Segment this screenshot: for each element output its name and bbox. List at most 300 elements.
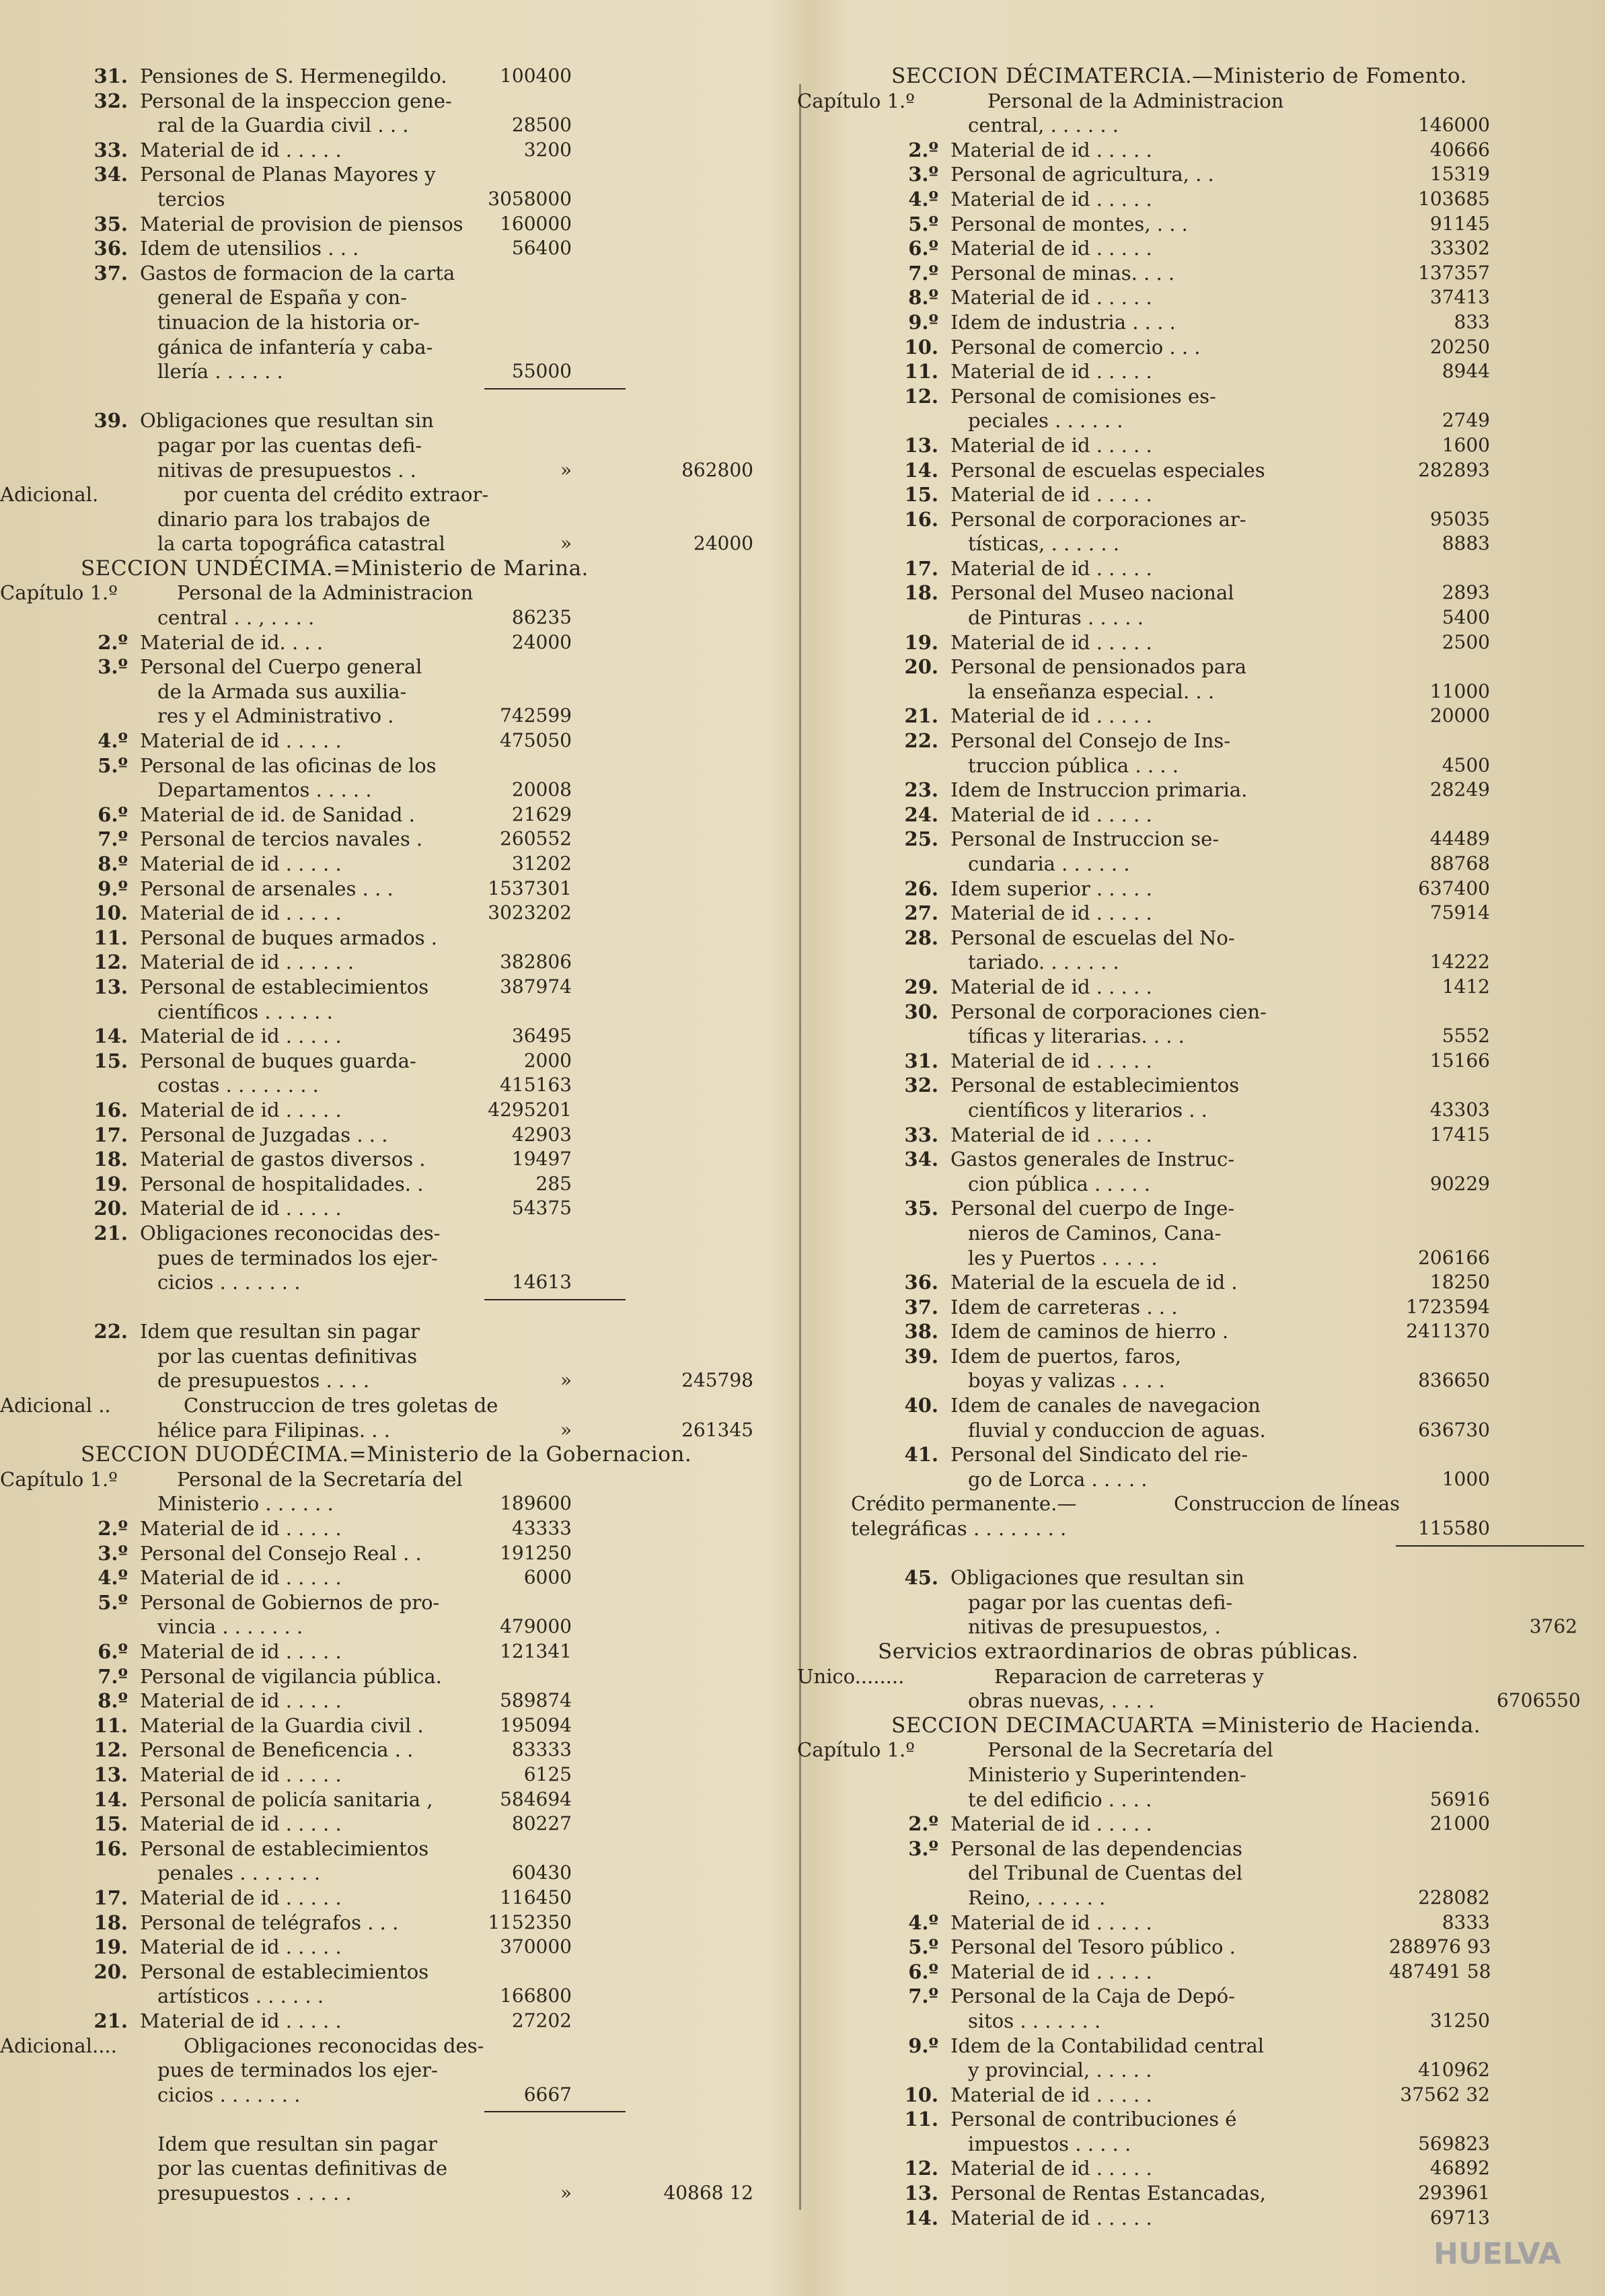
item-label: Material de gastos diversos .	[140, 1148, 426, 1171]
right-row	[837, 482, 1584, 507]
item-label: les y Puertos . . . . .	[968, 1246, 1158, 1269]
item-label: Material de id . . . . .	[140, 1098, 342, 1121]
left-row	[40, 1935, 794, 1960]
item-label: Material de la escuela de id .	[950, 1271, 1238, 1294]
item-label: Material de id . . . . .	[950, 483, 1152, 507]
item-amount: 6125	[523, 1763, 572, 1785]
item-number: 11.	[904, 2108, 938, 2131]
item-amount: 11000	[1429, 679, 1490, 702]
item-label: tinuacion de la historia or-	[157, 310, 420, 334]
item-amount: 189600	[500, 1492, 572, 1515]
item-number: 13.	[94, 1763, 128, 1786]
item-label: res y el Administrativo .	[157, 704, 394, 728]
item-amount: 42903	[511, 1123, 572, 1146]
item-amount: 18250	[1429, 1271, 1490, 1294]
item-amount: 75914	[1429, 901, 1490, 924]
item-amount: 55000	[511, 360, 572, 383]
item-amount: 137357	[1418, 261, 1490, 284]
item-amount: 43333	[511, 1517, 572, 1540]
item-label: dinario para los trabajos de	[157, 507, 431, 531]
item-label: Material de id . . . . .	[140, 1812, 342, 1836]
item-amount: 288976 93	[1389, 1935, 1491, 1958]
item-amount: 260552	[500, 827, 572, 850]
item-label: Personal de telégrafos . . .	[140, 1911, 399, 1934]
item-label: Personal de establecimientos	[140, 1837, 429, 1860]
item-label: Material de id . . . . .	[950, 138, 1152, 161]
item-amount: 2893	[1442, 581, 1490, 604]
item-label: por las cuentas definitivas	[157, 1344, 418, 1368]
item-amount: »	[560, 1418, 572, 1441]
item-amount: 160000	[500, 212, 572, 235]
item-number: 17.	[94, 1123, 128, 1146]
item-label: Personal de contribuciones é	[950, 2108, 1237, 2131]
item-label: Personal de la Caja de Depó-	[950, 1985, 1235, 2008]
right-row	[837, 1098, 1584, 1123]
left-row	[40, 1516, 794, 1541]
item-amount: 2411370	[1406, 1320, 1490, 1343]
item-amount: 5400	[1442, 606, 1490, 629]
item-label: sitos . . . . . . .	[968, 2009, 1101, 2032]
right-row	[837, 778, 1584, 803]
item-amount: 2000	[523, 1049, 572, 1072]
section-total: 24000	[693, 532, 753, 555]
item-number: 3.º	[908, 163, 938, 186]
item-amount: 1000	[1442, 1467, 1490, 1490]
item-number: 14.	[904, 2206, 938, 2229]
item-number: 16.	[94, 1098, 128, 1121]
item-number: 13.	[904, 2182, 938, 2205]
left-row	[40, 2181, 794, 2206]
item-amount: 2749	[1442, 409, 1490, 432]
right-row	[837, 285, 1584, 310]
section-total: 40868 12	[663, 2182, 753, 2205]
left-row	[40, 1713, 794, 1738]
item-amount: 2500	[1442, 630, 1490, 653]
item-number: 12.	[904, 2157, 938, 2180]
item-amount: 24000	[511, 630, 572, 653]
right-row	[837, 975, 1584, 1000]
left-row	[40, 1763, 794, 1787]
item-number: 22.	[904, 729, 938, 753]
subtotal-rule	[484, 388, 626, 390]
item-number: 22.	[94, 1320, 128, 1343]
right-row	[837, 2181, 1584, 2206]
section-heading: SECCION DUODÉCIMA.=Ministerio de la Gobernacion.	[81, 1442, 692, 1467]
item-label: Construccion de líneas	[1174, 1492, 1401, 1516]
left-row	[40, 1812, 794, 1837]
item-label: Personal de establecimientos	[140, 1960, 429, 1983]
section-heading: SECCION UNDÉCIMA.=Ministerio de Marina.	[81, 556, 589, 581]
right-row	[837, 335, 1584, 360]
item-number: 17.	[904, 556, 938, 580]
left-row	[40, 1098, 794, 1123]
item-amount: 415163	[500, 1074, 572, 1097]
item-amount: 4500	[1442, 753, 1490, 776]
item-amount: 1537301	[488, 877, 572, 899]
left-row	[40, 1073, 794, 1098]
item-label: Material de id . . . . .	[950, 901, 1152, 925]
item-number: 4.º	[908, 187, 938, 211]
item-number: 15.	[904, 483, 938, 507]
item-label: Personal del Museo nacional	[950, 581, 1234, 605]
item-amount: 80227	[511, 1812, 572, 1835]
item-number: 10.	[94, 901, 128, 925]
right-row	[837, 433, 1584, 458]
left-row	[40, 531, 794, 556]
item-label: presupuestos . . . . .	[157, 2182, 352, 2205]
item-label: pagar por las cuentas defi-	[968, 1590, 1233, 1614]
item-amount: 40666	[1429, 138, 1490, 161]
left-row	[40, 1787, 794, 1812]
item-label: Idem que resultan sin pagar	[157, 2132, 437, 2155]
item-amount: 195094	[500, 1713, 572, 1736]
item-label: penales . . . . . . .	[157, 1861, 321, 1885]
item-number: Capítulo 1.º	[0, 1467, 118, 1491]
left-row	[40, 1590, 794, 1615]
left-row	[40, 901, 794, 926]
left-row	[40, 778, 794, 803]
right-column	[797, 64, 1584, 2230]
right-row	[837, 359, 1584, 384]
right-row	[837, 1935, 1584, 1960]
right-row	[837, 1147, 1584, 1172]
right-row	[837, 581, 1584, 605]
item-label: Personal de Planas Mayores y	[140, 163, 436, 186]
item-label: Obligaciones reconocidas des-	[140, 1221, 441, 1245]
item-label: Idem de industria . . . .	[950, 310, 1176, 334]
subtotal-rule	[484, 1299, 626, 1300]
item-amount: 91145	[1429, 212, 1490, 235]
section-heading: SECCION DECIMACUARTA =Ministerio de Hacienda.	[891, 1713, 1481, 1738]
right-row	[837, 2083, 1584, 2108]
right-row	[837, 1295, 1584, 1320]
left-row	[40, 1837, 794, 1861]
item-amount: 166800	[500, 1985, 572, 2007]
right-row	[837, 1911, 1584, 1935]
item-label: Personal de la inspeccion gene-	[140, 89, 452, 112]
right-row	[797, 1664, 1584, 1689]
item-label: Material de id . . . . .	[140, 1566, 342, 1590]
left-row	[40, 64, 794, 89]
left-row	[40, 679, 794, 704]
item-amount: 8883	[1442, 532, 1490, 555]
item-label: central . . , . . . .	[157, 606, 315, 630]
right-row	[837, 310, 1584, 335]
item-number: 39.	[94, 409, 128, 433]
item-label: Material de la Guardia civil .	[140, 1713, 424, 1737]
item-label: Departamentos . . . . .	[157, 778, 372, 802]
item-amount: 487491 58	[1389, 1960, 1491, 1983]
left-row	[40, 1738, 794, 1763]
left-row	[40, 1565, 794, 1590]
right-row	[837, 1123, 1584, 1148]
item-number: Capítulo 1.º	[0, 581, 118, 605]
item-amount: 20250	[1429, 335, 1490, 358]
item-number: 21.	[904, 704, 938, 728]
item-amount: 15166	[1429, 1049, 1490, 1072]
item-label: costas . . . . . . . .	[157, 1074, 319, 1097]
item-number: 16.	[94, 1837, 128, 1860]
item-label: Material de id . . . . .	[950, 1911, 1152, 1934]
item-number: 34.	[94, 163, 128, 186]
left-row	[40, 1491, 794, 1516]
right-row	[837, 1393, 1584, 1418]
item-number: 32.	[904, 1074, 938, 1097]
item-amount: 387974	[500, 975, 572, 998]
item-number: 4.º	[98, 1566, 128, 1590]
section-total: 6706550	[1497, 1689, 1581, 1712]
left-row	[40, 1246, 794, 1271]
item-label: Material de id. . . .	[140, 630, 324, 654]
right-row	[837, 2156, 1584, 2181]
right-row	[837, 1491, 1584, 1516]
left-row	[0, 581, 794, 605]
item-number: 7.º	[908, 1985, 938, 2008]
item-label: Material de id . . . . .	[140, 1640, 342, 1663]
item-amount: 8944	[1442, 360, 1490, 383]
item-label: te del edificio . . . .	[968, 1787, 1152, 1811]
item-label: Obligaciones reconocidas des-	[184, 2034, 484, 2057]
item-number: telegráficas . . . . . . . .	[851, 1517, 1067, 1541]
item-amount: 27202	[511, 2009, 572, 2032]
item-amount: 370000	[500, 1935, 572, 1958]
item-amount: »	[560, 1369, 572, 1392]
left-row	[40, 1886, 794, 1911]
item-amount: 20008	[511, 778, 572, 801]
right-row	[837, 1787, 1584, 1812]
item-label: Personal de la Administracion	[987, 89, 1284, 112]
left-row	[40, 753, 794, 778]
item-number: 25.	[904, 827, 938, 851]
right-row	[837, 1221, 1584, 1246]
item-amount: 20000	[1429, 704, 1490, 727]
item-amount: 56400	[511, 237, 572, 260]
item-label: Idem de utensilios . . .	[140, 237, 359, 260]
item-label: nitivas de presupuestos . .	[157, 458, 416, 482]
right-row	[837, 1689, 1584, 1713]
item-label: Personal de agricultura, . .	[950, 163, 1214, 186]
item-number: 33.	[904, 1123, 938, 1146]
item-number: 2.º	[98, 1517, 128, 1541]
item-amount: 285	[535, 1172, 572, 1195]
right-row	[837, 64, 1584, 89]
item-number: 45.	[904, 1566, 938, 1590]
item-number: 5.º	[908, 1935, 938, 1959]
item-label: Personal del Consejo de Ins-	[950, 729, 1231, 753]
item-amount: 21000	[1429, 1812, 1490, 1835]
right-row	[837, 1837, 1584, 1861]
item-amount: »	[560, 2182, 572, 2205]
right-row	[837, 1812, 1584, 1837]
item-label: pagar por las cuentas defi-	[157, 433, 422, 457]
left-row	[40, 2107, 794, 2132]
left-row	[0, 1467, 794, 1492]
item-label: Material de id . . . . .	[950, 2206, 1152, 2229]
item-label: Personal de buques armados .	[140, 926, 438, 949]
item-number: 36.	[904, 1271, 938, 1294]
left-row	[40, 310, 794, 335]
item-number: 7.º	[98, 1664, 128, 1688]
item-amount: 121341	[500, 1640, 572, 1662]
item-number: 8.º	[98, 1689, 128, 1713]
item-number: 12.	[94, 951, 128, 974]
right-row	[837, 630, 1584, 655]
item-label: Personal de minas. . . .	[950, 261, 1175, 285]
item-label: Material de id . . . . .	[140, 1763, 342, 1786]
item-label: nitivas de presupuestos, .	[968, 1615, 1221, 1639]
item-label: Idem que resultan sin pagar	[140, 1320, 420, 1343]
item-amount: 54375	[511, 1197, 572, 1220]
item-number: 7.º	[908, 261, 938, 285]
item-label: Ministerio . . . . . .	[157, 1492, 334, 1516]
item-amount: 14222	[1429, 951, 1490, 973]
item-label: cicios . . . . . . .	[157, 2083, 301, 2106]
item-number: 19.	[94, 1172, 128, 1195]
item-amount: 56916	[1429, 1787, 1490, 1810]
item-label: Idem de la Contabilidad central	[950, 2034, 1265, 2057]
item-number: 18.	[94, 1148, 128, 1171]
right-row	[837, 1000, 1584, 1025]
item-label: Material de id . . . . .	[950, 286, 1152, 309]
section-total: 862800	[681, 458, 753, 481]
left-row	[40, 605, 794, 630]
item-label: Personal de escuelas especiales	[950, 458, 1265, 482]
item-number: 10.	[904, 335, 938, 359]
right-row	[837, 212, 1584, 237]
left-row	[40, 1368, 794, 1393]
right-row	[797, 89, 1584, 114]
right-row	[837, 1024, 1584, 1049]
left-row	[40, 556, 794, 581]
item-label: Material de id . . . . .	[140, 2009, 342, 2032]
item-amount: 589874	[500, 1689, 572, 1712]
item-number: 11.	[94, 926, 128, 949]
item-amount: 206166	[1418, 1246, 1490, 1269]
item-amount: 86235	[511, 606, 572, 629]
item-amount: 90229	[1429, 1172, 1490, 1195]
item-number: 14.	[94, 1025, 128, 1048]
item-label: Personal de vigilancia pública.	[140, 1664, 442, 1688]
item-number: 33.	[94, 138, 128, 161]
right-row	[837, 2058, 1584, 2083]
item-number: 21.	[94, 2009, 128, 2032]
item-label: impuestos . . . . .	[968, 2132, 1131, 2155]
left-row	[40, 1861, 794, 1886]
item-amount: 28500	[511, 114, 572, 137]
item-number: 36.	[94, 237, 128, 260]
item-amount: 569823	[1418, 2132, 1490, 2155]
left-row	[40, 2058, 794, 2083]
left-row	[40, 975, 794, 1000]
left-column	[0, 64, 794, 2206]
item-number: Adicional ..	[0, 1394, 111, 1417]
item-label: gánica de infantería y caba-	[157, 335, 433, 359]
item-amount: 836650	[1418, 1369, 1490, 1392]
item-label: Material de id . . . . .	[950, 803, 1152, 826]
left-row	[40, 212, 794, 237]
item-label: Personal de la Secretaría del	[177, 1467, 463, 1491]
item-number: 3.º	[98, 1541, 128, 1565]
item-label: general de España y con-	[157, 286, 408, 309]
right-row	[837, 162, 1584, 187]
left-row	[40, 113, 794, 138]
right-row	[837, 1467, 1584, 1492]
right-row	[837, 729, 1584, 753]
item-amount: 43303	[1429, 1098, 1490, 1121]
item-label: Personal de corporaciones cien-	[950, 1000, 1267, 1023]
item-number: Adicional.	[0, 483, 99, 507]
right-row	[837, 1172, 1584, 1197]
item-number: 24.	[904, 803, 938, 826]
left-row	[40, 803, 794, 827]
right-row	[837, 1246, 1584, 1271]
left-row	[40, 1147, 794, 1172]
item-amount: 282893	[1418, 458, 1490, 481]
item-label: Material de id . . . . .	[140, 138, 342, 161]
item-amount: 382806	[500, 951, 572, 973]
item-amount: 37413	[1429, 286, 1490, 309]
item-number: 14.	[904, 458, 938, 482]
item-label: go de Lorca . . . . .	[968, 1467, 1148, 1491]
item-label: tíficas y literarias. . . .	[968, 1025, 1185, 1048]
left-row	[0, 482, 794, 507]
item-number: 37.	[94, 261, 128, 285]
right-row	[837, 507, 1584, 532]
item-amount: 103685	[1418, 187, 1490, 210]
item-number: 13.	[94, 975, 128, 998]
item-label: Material de id . . . . .	[950, 187, 1152, 211]
item-number: 38.	[904, 1320, 938, 1343]
item-label: Personal del Sindicato del rie-	[950, 1443, 1248, 1467]
left-row	[40, 1664, 794, 1689]
right-row	[837, 901, 1584, 926]
item-label: científicos y literarios . .	[968, 1098, 1207, 1121]
item-label: Idem de carreteras . . .	[950, 1295, 1178, 1319]
item-number: 9.º	[908, 2034, 938, 2057]
item-label: Personal de tercios navales .	[140, 827, 423, 851]
item-number: 2.º	[908, 1812, 938, 1836]
item-label: Personal de comercio . . .	[950, 335, 1201, 359]
item-number: 5.º	[98, 753, 128, 777]
left-row	[40, 458, 794, 483]
item-amount: 31202	[511, 852, 572, 875]
right-row	[837, 1270, 1584, 1295]
item-label: Personal de corporaciones ar-	[950, 507, 1246, 531]
item-amount: 37562 32	[1400, 2083, 1490, 2106]
item-label: Gastos de formacion de la carta	[140, 261, 455, 285]
item-number: 3.º	[908, 1837, 938, 1860]
item-label: de Pinturas . . . . .	[968, 606, 1144, 630]
item-number: 32.	[94, 89, 128, 112]
item-number: 13.	[904, 433, 938, 457]
item-number: 34.	[904, 1148, 938, 1171]
item-number: 20.	[94, 1197, 128, 1220]
right-row	[837, 556, 1584, 581]
item-label: Idem de puertos, faros,	[950, 1344, 1181, 1368]
right-row	[837, 753, 1584, 778]
item-amount: 1723594	[1406, 1295, 1490, 1318]
item-amount: 3058000	[488, 187, 572, 210]
item-amount: 1600	[1442, 433, 1490, 456]
item-amount: 31250	[1429, 2009, 1490, 2032]
item-amount: 115580	[1418, 1517, 1490, 1540]
item-amount: 191250	[500, 1541, 572, 1564]
left-row	[40, 335, 794, 360]
right-row	[837, 1984, 1584, 2009]
left-row	[40, 1221, 794, 1246]
right-row	[837, 2132, 1584, 2157]
item-label: de presupuestos . . . .	[157, 1369, 370, 1393]
